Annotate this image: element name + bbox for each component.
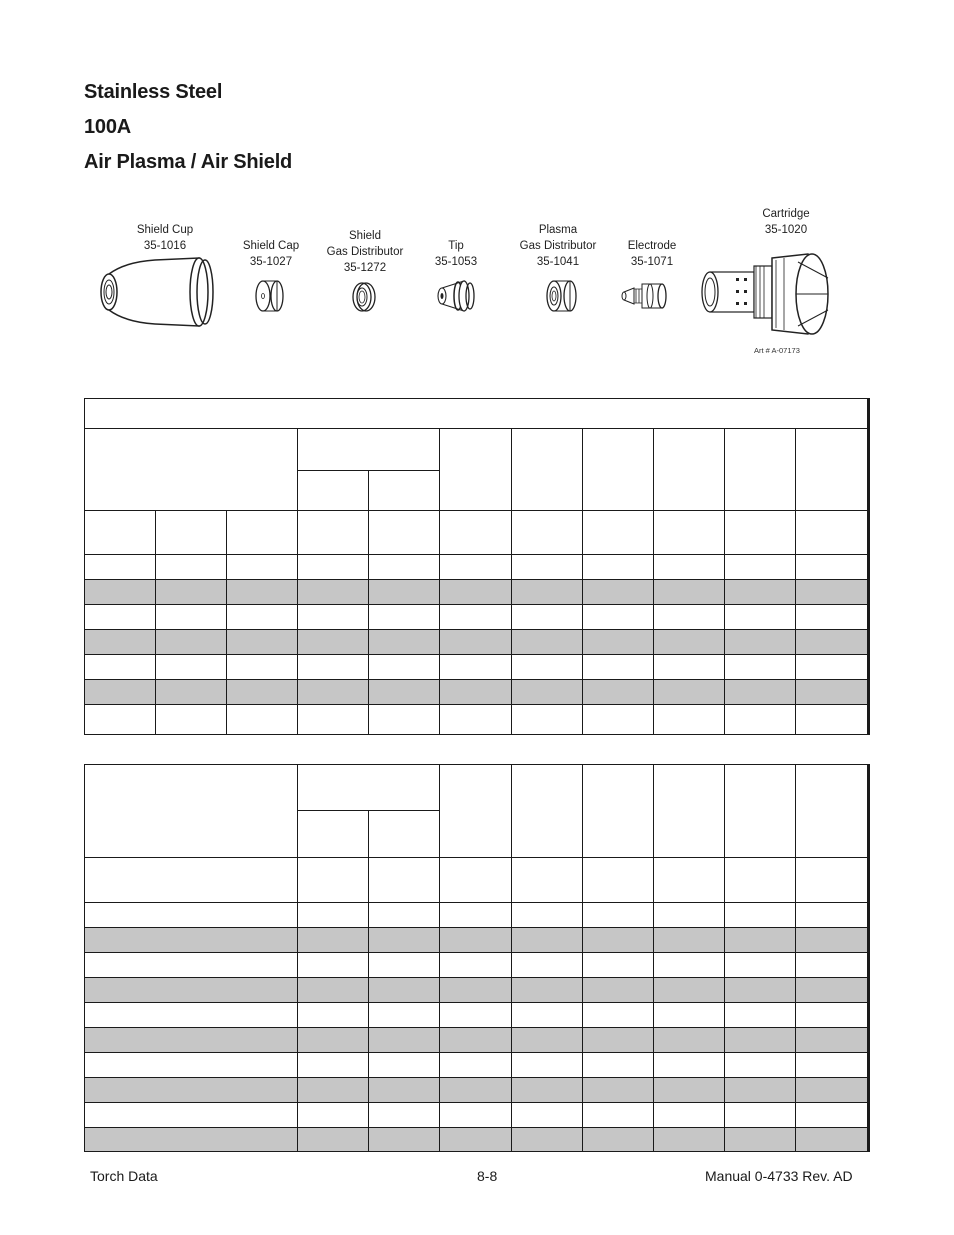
shield-cup-image [95,252,217,332]
header-cell [725,429,796,511]
table-header-row [85,511,869,555]
table-row [85,928,869,953]
table-title-cell [85,399,869,429]
part-name: Cartridge [762,208,810,220]
part-number: 35-1041 [536,256,580,268]
table-row [85,1003,869,1028]
header-cell [440,429,512,511]
header-cell [512,765,583,858]
shield-cap-image [254,278,284,314]
header-cell [298,765,440,811]
part-label-electrode [628,238,677,270]
header-cell [725,765,796,858]
footer-page-number: 8-8 [477,1168,498,1184]
material-heading: Stainless Steel [84,81,223,103]
table-row [85,630,869,655]
table-row [85,580,869,605]
header-cell [654,765,725,858]
header-cell [654,429,725,511]
header-cell [796,765,869,858]
part-number: 35-1071 [630,256,674,268]
part-name: Tip [448,240,464,252]
table-row [85,605,869,630]
table-row [85,903,869,928]
part-label-shield-cap [243,238,299,270]
part-number: 35-1053 [434,256,478,268]
table-row [85,1078,869,1103]
part-label-shield-cup [137,222,193,254]
electrode-image [620,280,670,312]
part-name: Shield [349,230,381,242]
art-number: Art # A-07173 [754,346,800,355]
cut-chart-table-2 [84,764,870,1152]
part-name-line2: Gas Distributor [326,246,404,258]
table-row [85,705,869,735]
part-label-cartridge [762,206,809,238]
cut-chart-table-1 [84,398,870,735]
part-label-plasma-gas-distributor [520,222,597,270]
table-row [85,655,869,680]
table-row [85,953,869,978]
plasma-gas-distributor-image [544,278,578,314]
header-cell [512,429,583,511]
part-label-shield-gas-distributor [327,228,404,276]
table-row [85,555,869,580]
table-row [85,680,869,705]
header-cell [583,765,654,858]
cartridge-image [698,248,834,344]
table-row [85,1128,869,1152]
table-header-row [85,858,869,903]
table-row [85,978,869,1003]
part-label-tip [435,238,477,270]
shield-gas-distributor-image [350,280,378,314]
gas-heading: Air Plasma / Air Shield [84,151,293,173]
header-cell [298,471,369,511]
table-row [85,1028,869,1053]
page-headings [84,80,292,185]
tip-image [434,278,478,314]
part-number: 35-1027 [249,256,293,268]
footer-section-title: Torch Data [90,1168,158,1184]
header-cell [369,471,440,511]
header-cell [298,811,369,858]
part-name: Plasma [538,224,578,236]
footer-manual-number: Manual 0-4733 Rev. AD [705,1168,853,1184]
header-cell [298,429,440,471]
part-name-line2: Gas Distributor [519,240,597,252]
part-number: 35-1272 [343,262,387,274]
header-cell [85,429,298,511]
part-name: Shield Cap [242,240,300,252]
part-number: 35-1016 [143,240,187,252]
consumable-parts-illustration [0,200,954,370]
amperage-heading: 100A [84,116,132,138]
table-row [85,1103,869,1128]
part-name: Electrode [627,240,677,252]
header-cell [440,765,512,858]
header-cell [85,765,298,858]
part-number: 35-1020 [764,224,808,236]
header-cell [583,429,654,511]
part-name: Shield Cup [136,224,194,236]
header-cell [796,429,869,511]
table-row [85,1053,869,1078]
header-cell [369,811,440,858]
